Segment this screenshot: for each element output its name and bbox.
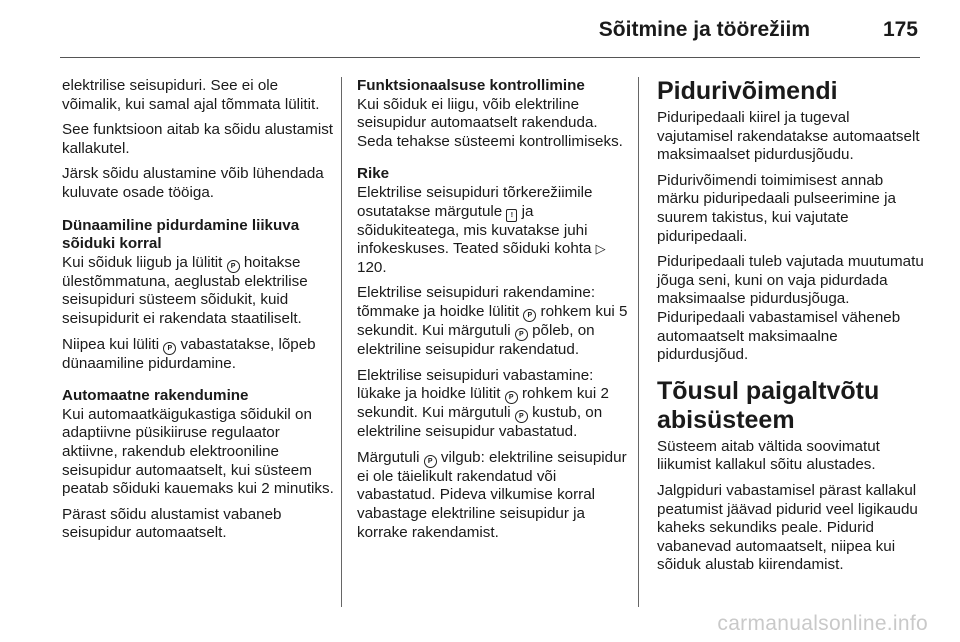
column-1 bbox=[62, 77, 334, 550]
header-rule bbox=[60, 57, 920, 58]
paragraph: Kui sõiduk liigub ja lülitit P hoitakse ülestõmmatuna, aeglustab elektrilise seisupiduri süsteem sõidukit, kuid seisupidurit ei rakendata staatiliselt. bbox=[62, 253, 308, 327]
paragraph: See funktsioon aitab ka sõidu alustamist kallakutel. bbox=[62, 121, 334, 157]
parking-brake-indicator-icon: P bbox=[424, 455, 437, 468]
parking-brake-icon: P bbox=[505, 391, 518, 404]
paragraph: Kui sõiduk ei liigu, võib elektriline seisupidur automaatselt rakenduda. Seda tehakse süsteemi kontrollimiseks. bbox=[357, 95, 623, 150]
subheading-dynamic-braking: Dünaamiline pidurdamine liikuva sõiduki korral bbox=[62, 216, 300, 253]
section-heading-brake-assist: Pidurivõimendi bbox=[657, 77, 838, 105]
parking-brake-indicator-icon: P bbox=[515, 328, 528, 341]
fault-warning-icon: ! bbox=[506, 209, 517, 222]
subheading-automatic-application: Automaatne rakendumine bbox=[62, 387, 249, 405]
parking-brake-icon: P bbox=[227, 260, 240, 273]
column-2 bbox=[357, 77, 629, 549]
paragraph: Piduripedaali tuleb vajutada muutumatu jõuga seni, kuni on vaja pidurdada maksimaalse pidurdusjõuga. Piduripedaali vabastamisel väheneb automaatselt maksimaalne pidurdusjõud. bbox=[657, 253, 924, 364]
paragraph: Piduripedaali kiirel ja tugeval vajutamisel rakendatakse automaatselt maksimaalset pidurdusjõudu. bbox=[657, 109, 920, 164]
column-divider bbox=[341, 77, 342, 607]
page-title: Sõitmine ja töörežiim bbox=[598, 18, 810, 41]
page-header bbox=[0, 0, 960, 58]
paragraph: Kui automaatkäigukastiga sõidukil on adaptiivne püsikiiruse regulaator aktiivne, rakendub elektrooniline seisupidur automaatselt, kui süsteem peatab sõiduki kauemaks kui 2 minutiks. bbox=[62, 405, 334, 498]
page-number: 175 bbox=[882, 18, 918, 41]
page-reference-arrow-icon: ▷ bbox=[595, 241, 606, 257]
parking-brake-indicator-icon: P bbox=[515, 410, 528, 423]
paragraph: Jalgpiduri vabastamisel pärast kallakul peatumist jäävad pidurid veel ligikaudu kaheks sekundiks peale. Pidurid vabanevad automaatselt, niipea kui sõiduk alustab kiirendamist. bbox=[657, 481, 918, 574]
paragraph: Süsteem aitab vältida soovimatut liikumist kallakul sõitu alustades. bbox=[657, 437, 880, 474]
column-divider bbox=[638, 77, 639, 607]
paragraph: Järsk sõidu alustamine võib lühendada kuluvate osade tööiga. bbox=[62, 165, 324, 201]
paragraph: Elektrilise seisupiduri rakendamine: tõmmake ja hoidke lülitit P rohkem kui 5 sekundit. Kui märgutuli P põleb, on elektriline seisupidur rakendatud. bbox=[357, 284, 628, 358]
parking-brake-icon: P bbox=[163, 342, 176, 355]
paragraph: Pidurivõimendi toimimisest annab märku piduripedaali pulseerimine ja suurem takistus, kui vajutate piduripedaali. bbox=[657, 171, 896, 245]
subheading-function-check: Funktsionaalsuse kontrollimine bbox=[357, 77, 585, 94]
column-3 bbox=[657, 77, 929, 582]
subheading-fault: Rike bbox=[357, 165, 390, 183]
paragraph: Niipea kui lüliti P vabastatakse, lõpeb dünaamiline pidurdamine. bbox=[62, 335, 316, 372]
paragraph: Elektrilise seisupiduri tõrkerežiimile osutatakse märgutule ! ja sõidukiteatega, mis kuvatakse juhi infokeskuses. Teated sõiduki kohta ▷ 120. bbox=[357, 183, 606, 276]
paragraph: Pärast sõidu alustamist vabaneb seisupidur automaatselt. bbox=[62, 505, 282, 542]
paragraph: Märgutuli P vilgub: elektriline seisupidur ei ole täielikult rakendatud või vabastatud. Pideva vilkumise korral vabastage elektriline seisupidur ja korrake rakendamist. bbox=[357, 448, 627, 541]
paragraph: elektrilise seisupiduri. See ei ole võimalik, kui samal ajal tõmmata lülitit. bbox=[62, 77, 320, 113]
paragraph: Elektrilise seisupiduri vabastamine: lükake ja hoidke lülitit P rohkem kui 2 sekundit. Kui märgutuli P kustub, on elektriline seisupidur vabastatud. bbox=[357, 366, 609, 441]
page-reference[interactable]: 120. bbox=[357, 258, 387, 276]
parking-brake-icon: P bbox=[523, 309, 536, 322]
watermark: carmanualsonline.info bbox=[717, 612, 928, 635]
section-heading-hill-start-assist: Tõusul paigaltvõtu abisüsteem bbox=[657, 376, 880, 434]
